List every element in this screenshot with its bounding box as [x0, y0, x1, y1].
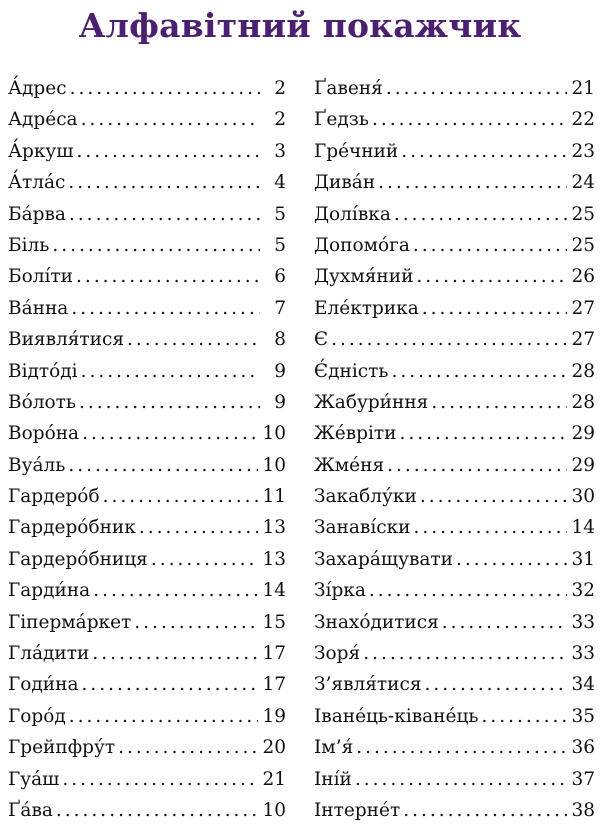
index-term: Ва́нна [8, 297, 69, 319]
index-page-number: 15 [262, 611, 286, 633]
index-entry [314, 701, 595, 732]
index-entry [8, 481, 286, 512]
leader-dots [384, 450, 567, 481]
leader-dots [78, 669, 258, 700]
leader-dots [49, 230, 260, 261]
leader-dots [411, 512, 568, 543]
index-entry [8, 261, 286, 292]
leader-dots [366, 575, 568, 606]
index-column-right [314, 73, 595, 826]
index-entry [8, 324, 286, 355]
index-entry [314, 481, 595, 512]
index-page-number: 11 [262, 486, 286, 508]
index-entry [8, 638, 286, 669]
index-entry [314, 450, 595, 481]
index-term: Занаві́ски [314, 517, 411, 539]
index-page-number: 26 [571, 266, 595, 288]
index-page-number: 5 [274, 203, 286, 225]
index-term: Болі́ти [8, 266, 73, 288]
index-term: Ґавеня́ [314, 78, 383, 99]
index-entry [8, 795, 286, 826]
index-term: Закаблу́ки [314, 486, 417, 508]
index-entry [314, 387, 595, 418]
index-page-number: 31 [571, 548, 595, 570]
index-entry [314, 732, 595, 763]
index-page-number: 33 [571, 643, 595, 665]
index-entry [314, 669, 595, 700]
index-entry [314, 795, 595, 826]
leader-dots [417, 481, 568, 512]
leader-dots [124, 324, 260, 355]
leader-dots [131, 607, 258, 638]
index-page-number: 5 [274, 234, 286, 256]
index-page-number: 29 [571, 454, 595, 476]
page-title: Алфавітний покажчик [78, 6, 522, 45]
leader-dots [89, 638, 258, 669]
index-page-number: 23 [571, 140, 595, 162]
index-entry [8, 104, 286, 135]
index-term: Знахо́дитися [314, 611, 439, 633]
index-term: Ба́рва [8, 203, 66, 225]
leader-dots [428, 387, 567, 418]
index-page-number: 27 [571, 297, 595, 319]
index-entry [8, 607, 286, 638]
index-term: А́тла́с [8, 172, 66, 194]
index-page-number: 24 [571, 172, 595, 194]
index-page-number: 2 [274, 78, 286, 99]
index-term: Є [314, 329, 329, 351]
index-page-number: 2 [274, 109, 286, 131]
index-term: Ім’я́ [314, 737, 354, 759]
index-page-number: 10 [262, 423, 286, 445]
leader-dots [66, 199, 260, 230]
index-column-left [8, 73, 286, 826]
leader-dots [369, 104, 568, 135]
index-entry [8, 701, 286, 732]
leader-dots [383, 73, 568, 104]
index-page-number: 10 [262, 454, 286, 476]
index-term: Гуа́ш [8, 768, 60, 790]
index-term: Жабури́ння [314, 391, 429, 413]
index-page-number: 25 [571, 234, 595, 256]
leader-dots [78, 356, 260, 387]
index-page-number: 28 [571, 360, 595, 382]
leader-dots [78, 104, 260, 135]
index-entry [314, 638, 595, 669]
index-page-number: 17 [262, 674, 286, 696]
index-term: Годи́на [8, 674, 79, 696]
index-term: Є́дність [314, 360, 389, 382]
index-term: Біль [8, 234, 50, 256]
index-page-number: 37 [571, 768, 595, 790]
index-term: Відто́ді [8, 360, 78, 382]
index-term: Виявля́тися [8, 329, 125, 351]
index-entry [314, 764, 595, 795]
index-page-number: 3 [274, 140, 286, 162]
index-term: Іване́ць-ківане́ць [314, 705, 479, 727]
leader-dots [100, 481, 259, 512]
leader-dots [76, 387, 260, 418]
index-term: А́ркуш [8, 140, 74, 162]
index-term: Долі́вка [314, 203, 391, 225]
index-entry [314, 512, 595, 543]
index-term: Грейпфру́т [8, 737, 116, 759]
index-page-number: 19 [262, 705, 286, 727]
leader-dots [53, 795, 259, 826]
index-term: Гардеро́б [8, 486, 100, 508]
index-page-number: 4 [274, 172, 286, 194]
index-entry [314, 104, 595, 135]
leader-dots [65, 167, 260, 198]
index-page-number: 14 [262, 580, 286, 602]
index-page-number: 17 [262, 643, 286, 665]
leader-dots [67, 73, 260, 104]
leader-dots [439, 607, 568, 638]
leader-dots [422, 669, 568, 700]
index-entry [314, 293, 595, 324]
index-page-number: 21 [571, 78, 595, 99]
leader-dots [352, 764, 568, 795]
index-page-number: 29 [571, 423, 595, 445]
index-term: Гардеро́бник [8, 517, 136, 539]
leader-dots [400, 795, 567, 826]
index-page-number: 10 [262, 799, 286, 821]
index-page-number: 20 [262, 737, 286, 759]
index-entry [8, 575, 286, 606]
leader-dots [66, 701, 259, 732]
index-entry [8, 230, 286, 261]
index-term: Еле́ктрика [314, 297, 419, 319]
index-term: Зоря́ [314, 643, 361, 665]
leader-dots [391, 199, 568, 230]
leader-dots [68, 293, 260, 324]
index-page-number: 13 [262, 548, 286, 570]
index-term: Зі́рка [314, 580, 366, 602]
index-entry [314, 230, 595, 261]
leader-dots [360, 638, 567, 669]
leader-dots [410, 230, 568, 261]
index-entry [314, 356, 595, 387]
leader-dots [79, 418, 258, 449]
index-entry [8, 136, 286, 167]
leader-dots [328, 324, 567, 355]
leader-dots [396, 418, 567, 449]
index-entry [8, 669, 286, 700]
index-entry [314, 324, 595, 355]
index-term: Горо́д [8, 705, 66, 727]
index-page-number: 13 [262, 517, 286, 539]
index-page-number: 35 [571, 705, 595, 727]
index-term: Гіперма́ркет [8, 611, 132, 633]
index-term: Ґа́ва [8, 799, 53, 821]
leader-dots [388, 356, 567, 387]
index-page-number: 36 [571, 737, 595, 759]
index-page-number: 22 [571, 109, 595, 131]
leader-dots [59, 764, 258, 795]
index-entry [8, 512, 286, 543]
index-page-number: 33 [571, 611, 595, 633]
index-term: Адре́са [8, 109, 78, 131]
index-entry [314, 199, 595, 230]
leader-dots [148, 544, 259, 575]
index-entry [8, 387, 286, 418]
index-term: Гла́дити [8, 643, 90, 665]
index-page-number: 21 [262, 768, 286, 790]
index-term: Захара́щувати [314, 548, 453, 570]
index-term: Іні́й [314, 768, 352, 790]
index-term: Же́врiти [314, 423, 397, 445]
index-entry [314, 167, 595, 198]
index-entry [314, 544, 595, 575]
index-entry [8, 356, 286, 387]
index-page-number: 25 [571, 203, 595, 225]
index-page-number: 14 [571, 517, 595, 539]
leader-dots [419, 293, 568, 324]
index-entry [8, 732, 286, 763]
index-page-number: 30 [571, 486, 595, 508]
leader-dots [74, 136, 261, 167]
index-term: Гардеро́бниця [8, 548, 148, 570]
leader-dots [73, 261, 260, 292]
index-term: Дива́н [314, 172, 376, 194]
index-term: Гарди́на [8, 580, 91, 602]
index-page-number: 27 [571, 329, 595, 351]
index-entry [8, 450, 286, 481]
index-entry [8, 73, 286, 104]
index-term: Вуа́ль [8, 454, 66, 476]
index-entry [314, 575, 595, 606]
index-term: Ґедзь [314, 109, 369, 131]
index-entry [8, 167, 286, 198]
index-entry [314, 607, 595, 638]
index-page-number: 9 [274, 360, 286, 382]
index-page-number: 8 [274, 329, 286, 351]
index-term: Жме́ня [314, 454, 385, 476]
index-entry [8, 293, 286, 324]
leader-dots [398, 136, 567, 167]
index-page-number: 38 [571, 799, 595, 821]
index-entry [8, 764, 286, 795]
index-page-number: 7 [274, 297, 286, 319]
index-entry [8, 418, 286, 449]
index-entry [314, 136, 595, 167]
leader-dots [478, 701, 567, 732]
leader-dots [353, 732, 567, 763]
leader-dots [136, 512, 259, 543]
leader-dots [413, 261, 567, 292]
index-term: Допомо́га [314, 234, 410, 256]
index-term: Во́лоть [8, 391, 76, 413]
leader-dots [65, 450, 258, 481]
index-entry [314, 261, 595, 292]
index-entry [314, 73, 595, 104]
leader-dots [375, 167, 567, 198]
leader-dots [90, 575, 258, 606]
index-page-number: 32 [571, 580, 595, 602]
index-page-number: 28 [571, 391, 595, 413]
index-term: Воро́на [8, 423, 80, 445]
index-page-number: 6 [274, 266, 286, 288]
leader-dots [453, 544, 567, 575]
index-entry [8, 199, 286, 230]
index-page-number: 34 [571, 674, 595, 696]
index-entry [8, 544, 286, 575]
index-page-number: 9 [274, 391, 286, 413]
index-term: Духмя́ний [314, 266, 414, 288]
index-term: Інтерне́т [314, 799, 401, 821]
index-term: З’явля́тися [314, 674, 422, 696]
index-term: Гре́чний [314, 140, 399, 162]
index-term: А́дрес [8, 78, 67, 99]
index-entry [314, 418, 595, 449]
leader-dots [115, 732, 258, 763]
